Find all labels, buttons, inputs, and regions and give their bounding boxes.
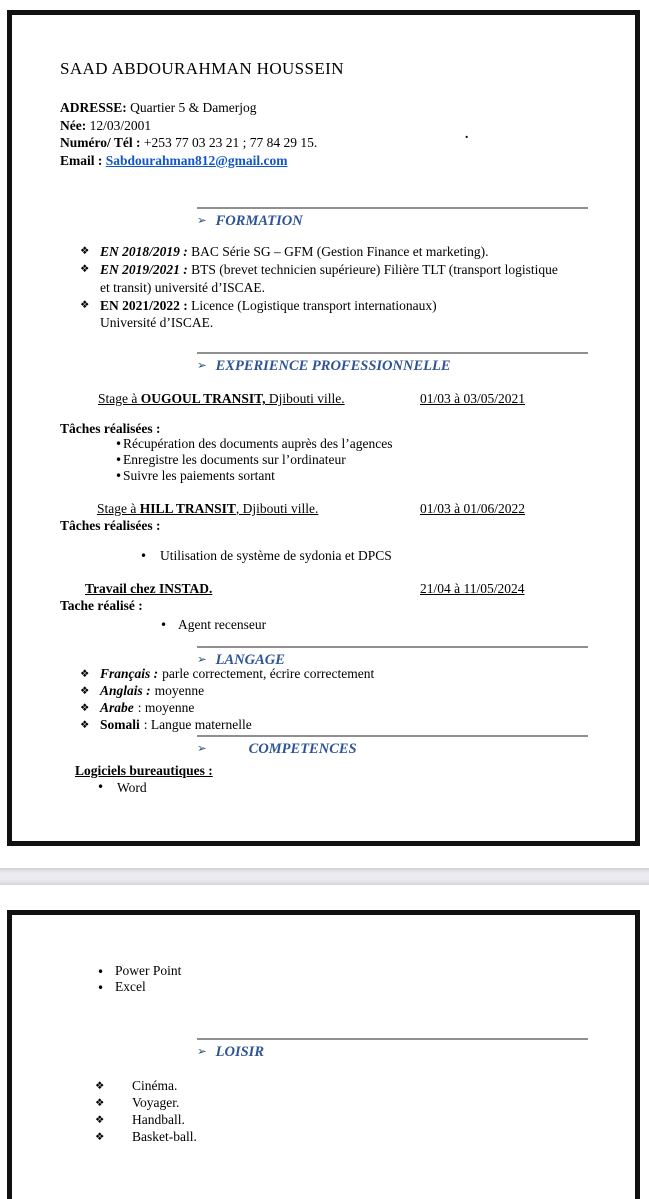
tasks-list [115, 436, 393, 484]
job-date: 01/03 à 01/06/2022 [420, 501, 525, 516]
hobby-item [95, 1078, 197, 1095]
address-label: ADRESSE: [60, 100, 127, 115]
formation-item [80, 297, 570, 332]
diamond-bullet-icon: ❖ [80, 685, 90, 697]
formation-term: EN 2019/2021 : [100, 262, 188, 277]
formation-item-text [100, 261, 570, 296]
language-level: parle correctement, écrire correctement [162, 666, 375, 681]
software-list-label: Logiciels bureautiques : [75, 763, 213, 778]
hobby-item [95, 1095, 197, 1112]
language-item [80, 700, 374, 717]
diamond-bullet-icon: ❖ [95, 1131, 105, 1143]
address-line [60, 99, 317, 117]
round-bullet-icon: • [115, 453, 123, 467]
language-name: Arabe [100, 700, 134, 715]
job-company: OUGOUL TRANSIT, [140, 391, 266, 406]
phone-label: Numéro/ Tél : [60, 135, 141, 151]
language-item [80, 683, 374, 700]
job-title [85, 581, 212, 596]
section-title: EXPERIENCE PROFESSIONNELLE [215, 358, 451, 374]
language-name: Somali [100, 717, 140, 732]
address-value: Quartier 5 & Damerjog [130, 100, 257, 115]
email-line [60, 152, 317, 170]
cv-page-2 [7, 910, 640, 1199]
software-item [97, 980, 181, 996]
software-item [97, 779, 147, 796]
section-title: COMPETENCES [248, 741, 357, 757]
job-location: , Djibouti ville. [235, 501, 319, 516]
job-title-prefix: Stage à [97, 501, 140, 516]
task-item [115, 468, 393, 484]
job-company: HILL TRANSIT [139, 501, 236, 516]
round-bullet-icon: • [140, 549, 148, 563]
software-name: Excel [115, 979, 146, 994]
hobby-name: Voyager. [132, 1095, 180, 1110]
tasks-label: Tâches réalisées : [60, 421, 161, 436]
phone-value: +253 77 03 23 21 ; 77 84 29 15. [143, 135, 318, 151]
person-name: SAAD ABDOURAHMAN HOUSSEIN [60, 59, 344, 78]
task-text: Suivre les paiements sortant [123, 468, 275, 483]
birthdate-label: Née: [60, 117, 87, 133]
formation-item-text [100, 297, 437, 332]
software-item [97, 964, 181, 980]
language-text [100, 717, 252, 734]
formation-term: EN 2021/2022 : [100, 297, 188, 313]
section-heading-loisir [197, 1038, 588, 1061]
software-list-continued [97, 964, 181, 996]
cv-page-1 [7, 10, 640, 846]
job-title-row [12, 500, 635, 517]
contact-block [60, 99, 317, 169]
hobby-name: Basket-ball. [132, 1129, 197, 1144]
tasks-label: Tâches réalisées : [60, 518, 161, 533]
diamond-bullet-icon: ❖ [95, 1080, 105, 1092]
language-text [100, 683, 204, 700]
job-title-row [12, 390, 635, 407]
round-bullet-icon: • [160, 618, 168, 632]
language-item [80, 717, 374, 734]
diamond-bullet-icon: ❖ [80, 298, 90, 311]
formation-item [80, 261, 570, 296]
page-break-separator [0, 868, 649, 885]
section-title: LOISIR [215, 1044, 264, 1060]
software-name: Power Point [115, 963, 182, 978]
language-level: : moyenne [137, 700, 195, 715]
task-text: Enregistre les documents sur l’ordinateur [123, 452, 346, 467]
section-title: LANGAGE [215, 652, 285, 668]
formation-desc: Licence (Logistique transport internationaux) [191, 297, 437, 313]
hobby-item [95, 1129, 197, 1146]
task-text: Utilisation de système de sydonia et DPCS [160, 548, 392, 563]
arrow-bullet-icon: ➢ [197, 652, 207, 666]
stray-period: . [465, 126, 469, 141]
language-text [100, 700, 194, 717]
section-title: FORMATION [215, 213, 303, 229]
formation-term: EN 2018/2019 : [100, 244, 188, 259]
round-bullet-icon: • [97, 780, 105, 794]
formation-item-text [100, 243, 488, 261]
task-item [115, 436, 393, 452]
email-label: Email : [60, 152, 103, 168]
language-text [100, 666, 374, 683]
task-text: Agent recenseur [178, 617, 267, 632]
language-level: moyenne [154, 683, 205, 698]
round-bullet-icon: • [97, 981, 105, 995]
diamond-bullet-icon: ❖ [80, 245, 90, 257]
section-heading-competences [197, 735, 588, 758]
job-date: 21/04 à 11/05/2024 [420, 581, 525, 596]
job-company: Travail chez INSTAD. [85, 581, 213, 596]
diamond-bullet-icon: ❖ [80, 263, 90, 275]
hobby-name: Handball. [132, 1112, 185, 1127]
diamond-bullet-icon: ❖ [80, 719, 90, 731]
task-item [160, 617, 266, 633]
language-name: Français : [100, 666, 159, 681]
diamond-bullet-icon: ❖ [80, 702, 90, 714]
formation-desc: BTS (brevet technicien supérieure) Filière TLT (transport logistique et transit) université d’ISCAE. [100, 262, 558, 295]
birthdate-line [60, 117, 317, 135]
birthdate-value: 12/03/2001 [89, 117, 152, 133]
formation-item [80, 243, 570, 261]
formation-list [80, 243, 570, 332]
hobby-list [95, 1078, 197, 1146]
language-name: Anglais : [100, 683, 151, 698]
job-title [98, 391, 345, 406]
job-title-prefix: Stage à [98, 391, 141, 406]
round-bullet-icon: • [115, 437, 123, 451]
arrow-bullet-icon: ➢ [197, 358, 207, 372]
section-heading-experience [197, 352, 588, 375]
tasks-label: Tache réalisé : [60, 598, 143, 613]
round-bullet-icon: • [115, 469, 123, 483]
job-date: 01/03 à 03/05/2021 [420, 391, 525, 406]
formation-desc: BAC Série SG – GFM (Gestion Finance et marketing). [191, 244, 489, 259]
software-name: Word [117, 780, 147, 795]
language-list [80, 666, 374, 734]
arrow-bullet-icon: ➢ [197, 213, 207, 227]
email-hyperlink[interactable]: Sabdourahman812@gmail.com [105, 152, 288, 168]
formation-desc-line2: Université d’ISCAE. [100, 315, 214, 330]
diamond-bullet-icon: ❖ [95, 1114, 105, 1126]
arrow-bullet-icon: ➢ [197, 1044, 207, 1058]
task-text: Récupération des documents auprès des l’agences [123, 436, 393, 451]
job-title [97, 501, 318, 516]
hobby-item [95, 1112, 197, 1129]
task-item [115, 452, 393, 468]
phone-line [60, 134, 317, 152]
task-item [140, 548, 392, 564]
language-level: : Langue maternelle [143, 717, 252, 732]
arrow-bullet-icon: ➢ [197, 741, 207, 755]
hobby-name: Cinéma. [132, 1078, 178, 1093]
round-bullet-icon: • [97, 965, 105, 979]
diamond-bullet-icon: ❖ [95, 1097, 105, 1109]
job-title-row [12, 580, 635, 597]
diamond-bullet-icon: ❖ [80, 668, 90, 680]
section-heading-formation [197, 207, 588, 230]
job-location: Djibouti ville. [265, 391, 345, 406]
language-item [80, 666, 374, 683]
